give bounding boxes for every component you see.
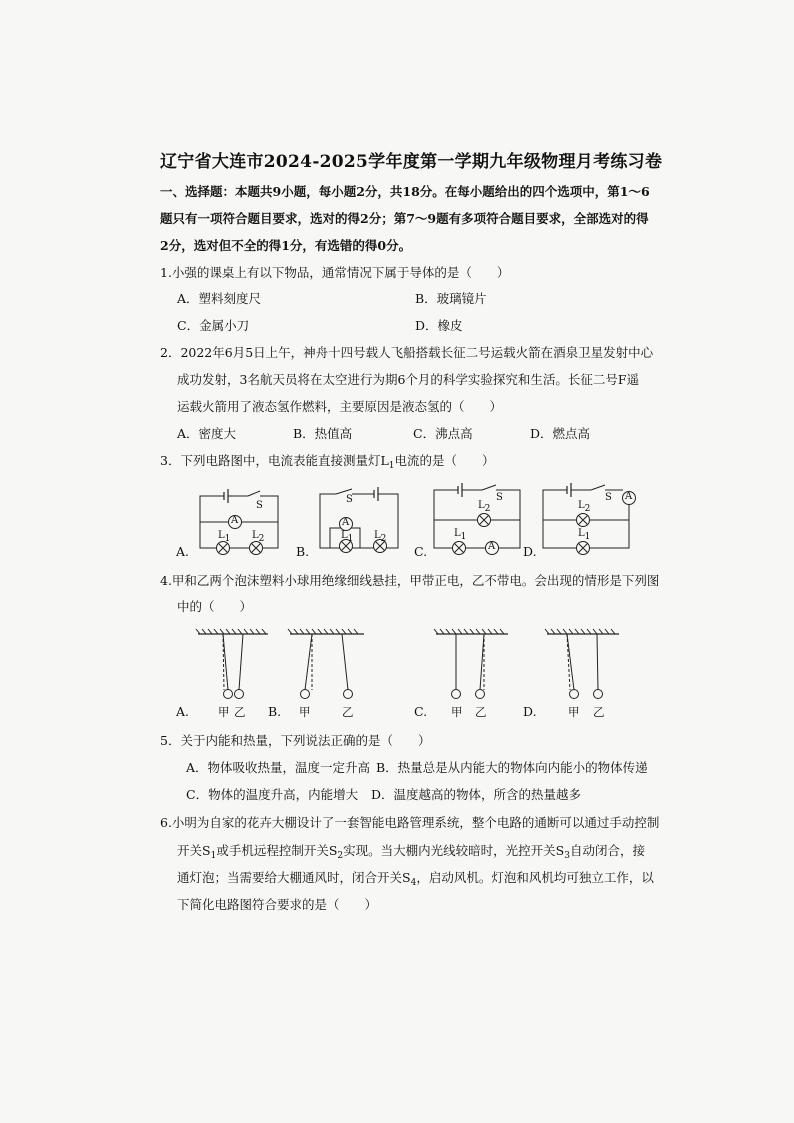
q4-figure-d (523, 626, 623, 719)
q1-option-c: C．金属小刀 (177, 318, 250, 333)
q3-label-c: C. (414, 544, 428, 559)
q4-b-jia: 甲 (299, 705, 311, 719)
q2-option-b: B．热值高 (293, 426, 353, 441)
q3-b-ammeter-label: A (342, 517, 350, 528)
q3-b-switch-label: S (346, 494, 353, 505)
q1-option-a: A．塑料刻度尺 (177, 291, 262, 306)
q3-circuit-b (296, 486, 406, 559)
q4-d-jia: 甲 (568, 705, 580, 719)
q5-option-a: A．物体吸收热量，温度一定升高 (186, 760, 371, 775)
q3-d-ammeter-label: A (625, 491, 633, 502)
q3-c-ammeter-label: A (488, 541, 496, 552)
q4-a-yi: 乙 (234, 705, 246, 719)
q3-a-switch-label: S (256, 500, 263, 511)
q3-b-lamp1-label: L1 (341, 530, 354, 544)
page-title: 辽宁省大连市2024-2025学年度第一学期九年级物理月考练习卷 (160, 152, 663, 172)
q6-stem-line4: 下简化电路图符合要求的是（ ） (177, 897, 378, 912)
q3-d-lamp2-label: L2 (578, 500, 591, 514)
q3-c-lamp1-label: L1 (454, 528, 467, 542)
q1-option-b: B．玻璃镜片 (415, 291, 487, 306)
q3-a-lamp1-label: L1 (218, 530, 231, 544)
q2-option-d: D．燃点高 (530, 426, 591, 441)
q3-d-lamp1-label: L1 (578, 528, 591, 542)
q2-stem-line1: 2．2022年6月5日上午，神舟十四号载人飞船搭载长征二号运载火箭在酒泉卫星发射中心 (160, 345, 654, 360)
q4-d-yi: 乙 (593, 705, 605, 719)
section-instructions-line2: 题只有一项符合题目要求，选对的得2分；第7～9题有多项符合题目要求，全部选对的得 (160, 211, 649, 226)
q3-circuit-a (176, 486, 286, 559)
q1-stem: 1.小强的课桌上有以下物品，通常情况下属于导体的是（ ） (160, 265, 510, 280)
section-instructions-line1: 一、选择题：本题共9小题，每小题2分，共18分。在每小题给出的四个选项中，第1～6 (160, 184, 650, 199)
q4-c-yi: 乙 (475, 705, 487, 719)
q3-label-b: B. (296, 544, 310, 559)
q3-c-lamp2-label: L2 (478, 500, 491, 514)
q5-option-c: C．物体的温度升高，内能增大 (186, 787, 359, 802)
q2-option-a: A．密度大 (177, 426, 237, 441)
q3-a-ammeter-label: A (231, 515, 239, 526)
q4-stem-line2: 中的（ ） (177, 599, 253, 614)
q3-d-switch-label: S (605, 492, 612, 503)
q1-option-d: D．橡皮 (415, 318, 463, 333)
q5-stem: 5．关于内能和热量，下列说法正确的是（ ） (160, 733, 431, 748)
q4-figure-a (176, 626, 276, 719)
q4-label-b: B. (268, 704, 282, 719)
q4-b-yi: 乙 (342, 705, 354, 719)
q3-label-a: A. (176, 544, 190, 559)
q5-option-d: D．温度越高的物体，所含的热量越多 (371, 787, 582, 802)
q6-stem-line3: 通灯泡；当需要给大棚通风时，闭合开关$S_4$，启动风机。灯泡和风机均可独立工作，以 (177, 870, 654, 888)
q3-label-d: D. (523, 544, 537, 559)
q2-stem-line2: 成功发射，3名航天员将在太空进行为期6个月的科学实验探究和生活。长征二号F遥 (177, 372, 640, 387)
q4-figure-b (268, 626, 378, 719)
q4-label-d: D. (523, 704, 537, 719)
q4-stem-line1: 4.甲和乙两个泡沫塑料小球用绝缘细线悬挂，甲带正电，乙不带电。会出现的情形是下列图 (160, 573, 660, 588)
q6-stem-line2: 开关$S_1$或手机远程控制开关$S_2$实现。当大棚内光线较暗时，光控开关$S_3$自动闭合，接 (177, 843, 645, 861)
q4-label-a: A. (176, 704, 190, 719)
q3-circuit-d (523, 482, 643, 559)
q2-option-c: C．沸点高 (413, 426, 473, 441)
q6-stem-line1: 6.小明为自家的花卉大棚设计了一套智能电路管理系统，整个电路的通断可以通过手动控制 (160, 815, 660, 830)
q3-b-lamp2-label: L2 (374, 530, 387, 544)
q4-figure-c (414, 626, 514, 719)
section-instructions-line3: 2分，选对但不全的得1分，有选错的得0分。 (160, 238, 412, 253)
q2-stem-line3: 运载火箭用了液态氢作燃料，主要原因是液态氢的（ ） (177, 399, 503, 414)
q4-a-jia: 甲 (218, 705, 230, 719)
q3-circuit-c (414, 482, 524, 559)
q5-option-b: B．热量总是从内能大的物体向内能小的物体传递 (376, 760, 648, 775)
q3-a-lamp2-label: L2 (252, 530, 265, 544)
q3-c-switch-label: S (496, 492, 503, 503)
q4-c-jia: 甲 (451, 705, 463, 719)
q4-label-c: C. (414, 704, 428, 719)
q3-stem: 3．下列电路图中，电流表能直接测量灯$L_1$电流的是（ ） (160, 453, 495, 471)
